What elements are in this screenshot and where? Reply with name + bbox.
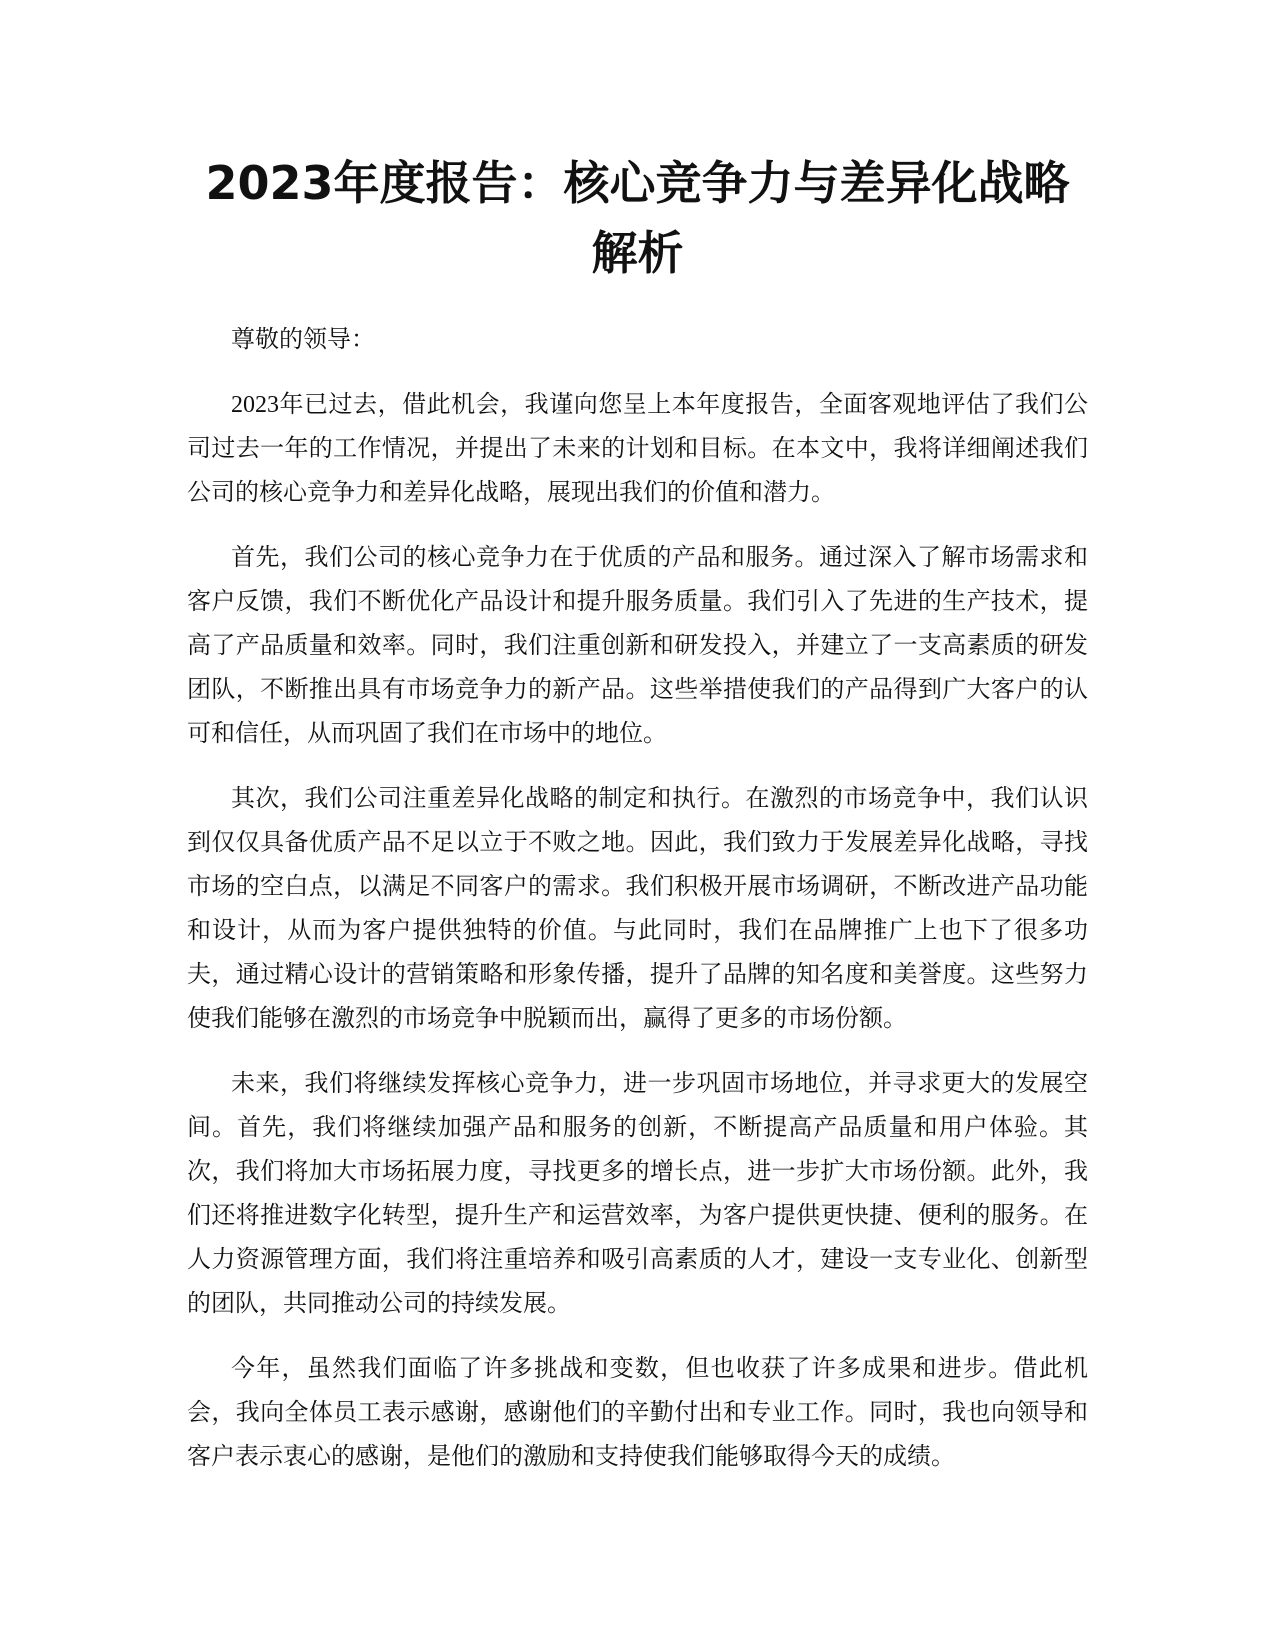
document-body <box>187 318 1088 1479</box>
paragraph-acknowledgements: 今年，虽然我们面临了许多挑战和变数，但也收获了许多成果和进步。借此机会，我向全体员工表示感谢，感谢他们的辛勤付出和专业工作。同时，我也向领导和客户表示衷心的感谢，是他们的激励和支持使我们能够取得今天的成绩。 <box>187 1356 1088 1470</box>
paragraph-differentiation-strategy: 其次，我们公司注重差异化战略的制定和执行。在激烈的市场竞争中，我们认识到仅仅具备优质产品不足以立于不败之地。因此，我们致力于发展差异化战略，寻找市场的空白点，以满足不同客户的需求。我们积极开展市场调研，不断改进产品功能和设计，从而为客户提供独特的价值。与此同时，我们在品牌推广上也下了很多功夫，通过精心设计的营销策略和形象传播，提升了品牌的知名度和美誉度。这些努力使我们能够在激烈的市场竞争中脱颖而出，赢得了更多的市场份额。 <box>187 786 1088 1032</box>
salutation: 尊敬的领导： <box>231 327 375 353</box>
paragraph-core-competitiveness: 首先，我们公司的核心竞争力在于优质的产品和服务。通过深入了解市场需求和客户反馈，我们不断优化产品设计和提升服务质量。我们引入了先进的生产技术，提高了产品质量和效率。同时，我们注重创新和研发投入，并建立了一支高素质的研发团队，不断推出具有市场竞争力的新产品。这些举措使我们的产品得到广大客户的认可和信任，从而巩固了我们在市场中的地位。 <box>187 545 1088 747</box>
page-title: 2023年度报告：核心竞争力与差异化战略解析 <box>205 156 1070 280</box>
paragraph-intro: 2023年已过去，借此机会，我谨向您呈上本年度报告，全面客观地评估了我们公司过去一年的工作情况，并提出了未来的计划和目标。在本文中，我将详细阐述我们公司的核心竞争力和差异化战略，展现出我们的价值和潜力。 <box>187 392 1088 506</box>
document-page <box>187 0 1088 1650</box>
paragraph-future-plans: 未来，我们将继续发挥核心竞争力，进一步巩固市场地位，并寻求更大的发展空间。首先，我们将继续加强产品和服务的创新，不断提高产品质量和用户体验。其次，我们将加大市场拓展力度，寻找更多的增长点，进一步扩大市场份额。此外，我们还将推进数字化转型，提升生产和运营效率，为客户提供更快捷、便利的服务。在人力资源管理方面，我们将注重培养和吸引高素质的人才，建设一支专业化、创新型的团队，共同推动公司的持续发展。 <box>187 1071 1088 1317</box>
